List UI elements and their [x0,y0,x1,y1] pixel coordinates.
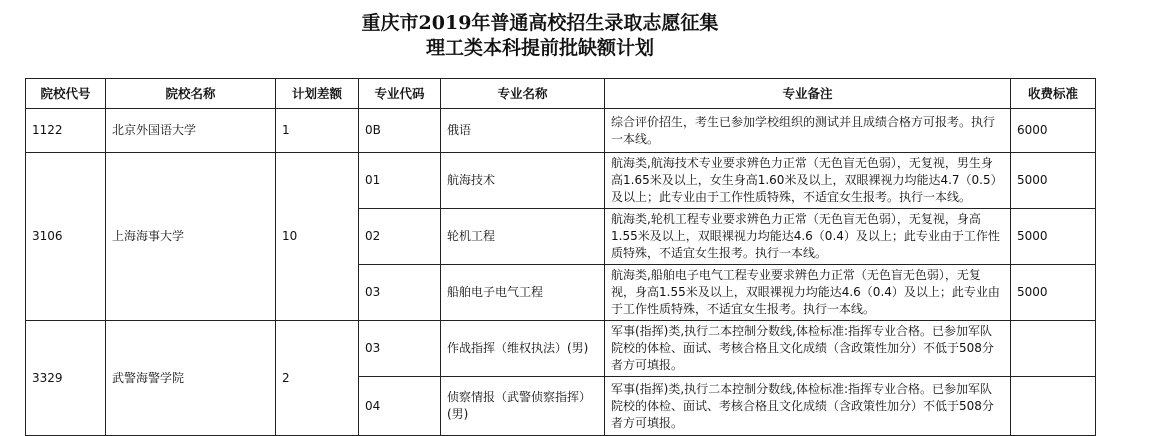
major-name: 船舶电子电气工程 [441,265,605,321]
school-code: 3329 [26,321,106,436]
page-title: 重庆市2019年普通高校招生录取志愿征集 [361,12,719,34]
header-row [26,79,1096,109]
fee [1011,377,1096,436]
major-code: 04 [359,377,441,436]
major-code: 02 [359,209,441,265]
plan-gap: 1 [276,109,359,153]
school-name: 上海海事大学 [106,153,276,321]
major-code: 0B [359,109,441,153]
page-subtitle: 理工类本科提前批缺额计划 [425,37,654,59]
header-major-note: 专业备注 [605,79,1011,109]
fee [1011,321,1096,377]
table-row [26,321,1096,377]
plan-gap: 10 [276,153,359,321]
major-name: 侦察情报（武警侦察指挥）(男) [441,377,605,436]
major-note: 军事(指挥)类,执行二本控制分数线,体检标准:指挥专业合格。已参加军队院校的体检、面试、考核合格且文化成绩（含政策性加分）不低于508分者方可填报。 [605,321,1011,377]
major-code: 03 [359,265,441,321]
major-name: 轮机工程 [441,209,605,265]
header-school-name: 院校名称 [106,79,276,109]
header-major-code: 专业代码 [359,79,441,109]
major-note: 航海类,船舶电子电气工程专业要求辨色力正常（无色盲无色弱），无复视，身高1.55米及以上，双眼裸视力均能达4.6（0.4）及以上；此专业由于工作性质特殊，不适宜女生报考。执行一本线。 [605,265,1011,321]
header-school-code: 院校代号 [26,79,106,109]
school-name: 北京外国语大学 [106,109,276,153]
major-note: 航海类,轮机工程专业要求辨色力正常（无色盲无色弱），无复视，身高1.55米及以上，双眼裸视力均能达4.6（0.4）及以上；此专业由于工作性质特殊，不适宜女生报考。执行一本线。 [605,209,1011,265]
fee: 5000 [1011,209,1096,265]
major-name: 航海技术 [441,153,605,209]
table-row [26,109,1096,153]
fee: 5000 [1011,153,1096,209]
major-name: 俄语 [441,109,605,153]
major-note: 综合评价招生，考生已参加学校组织的测试并且成绩合格方可报考。执行一本线。 [605,109,1011,153]
major-name: 作战指挥（维权执法）(男) [441,321,605,377]
header-fee: 收费标准 [1011,79,1096,109]
school-code: 1122 [26,109,106,153]
school-code: 3106 [26,153,106,321]
fee: 6000 [1011,109,1096,153]
major-code: 01 [359,153,441,209]
header-major-name: 专业名称 [441,79,605,109]
major-note: 航海类,航海技术专业要求辨色力正常（无色盲无色弱），无复视，男生身高1.65米及以上，女生身高1.60米及以上，双眼裸视力均能达4.7（0.5）及以上；此专业由于工作性质特殊，不适宜女生报考。执行一本线。 [605,153,1011,209]
school-name: 武警海警学院 [106,321,276,436]
major-code: 03 [359,321,441,377]
header-plan-gap: 计划差额 [276,79,359,109]
vacancy-table [25,78,1096,436]
table-row [26,153,1096,209]
major-note: 军事(指挥)类,执行二本控制分数线,体检标准:指挥专业合格。已参加军队院校的体检、面试、考核合格且文化成绩（含政策性加分）不低于508分者方可填报。 [605,377,1011,436]
plan-gap: 2 [276,321,359,436]
fee: 5000 [1011,265,1096,321]
